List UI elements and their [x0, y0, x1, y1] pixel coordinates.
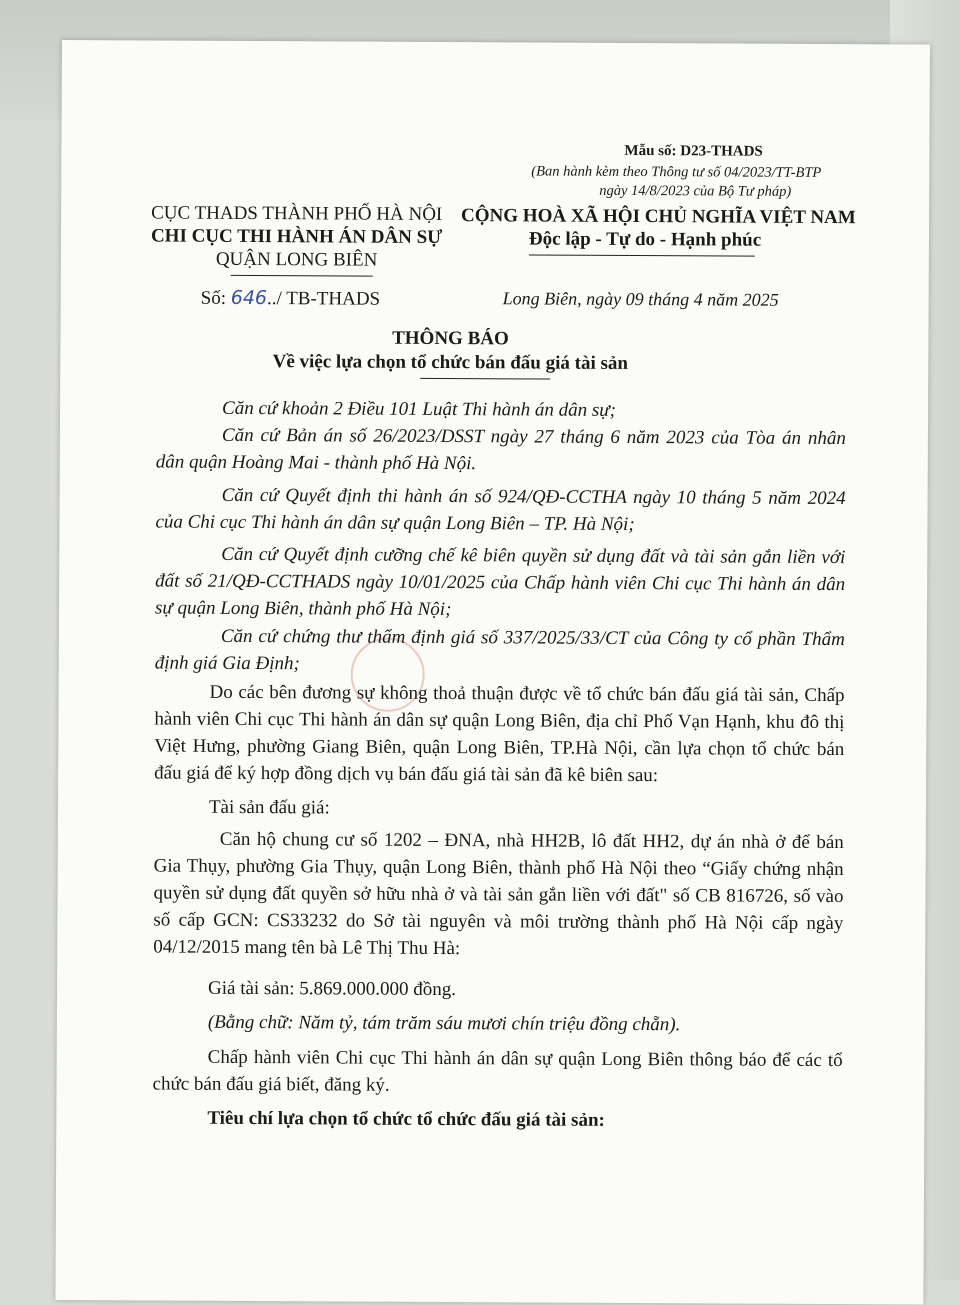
- date-line: Long Biên, ngày 09 tháng 4 năm 2025: [502, 288, 779, 310]
- paragraph-price-in-words: (Bằng chữ: Năm tỷ, tám trăm sáu mươi chín triệu đồng chẵn).: [207, 1011, 681, 1036]
- document-subtitle: Về việc lựa chọn tổ chức bán đấu giá tài sản: [272, 351, 629, 374]
- number-prefix: Số:: [200, 287, 231, 309]
- paragraph-asset-heading: Tài sản đấu giá:: [208, 796, 330, 819]
- agency-line-1: CỤC THADS THÀNH PHỐ HÀ NỘI: [151, 202, 443, 225]
- issued-by-line-2: ngày 14/8/2023 của Bộ Tư pháp): [599, 182, 792, 200]
- paragraph-legal-basis-2: Căn cứ Bản án số 26/2023/DSST ngày 27 tháng 6 năm 2023 của Tòa án nhân dân quận Hoàng Mai - thành phố Hà Nội.: [155, 424, 846, 475]
- nation-title: CỘNG HOÀ XÃ HỘI CHỦ NGHĨA VIỆT NAM: [461, 205, 856, 229]
- paragraph-context: Do các bên đương sự không thoả thuận được về tổ chức bán đấu giá tài sản, Chấp hành viên Chi cục Thi hành án dân sự quận Long Biên, địa chỉ Phố Vạn Hạnh, khu đô thị Việt Hưng, phường Giang Biên, quận Long Biên, TP.Hà Nội, cần lựa chọn tổ chức bán đấu giá để ký hợp đồng dịch vụ bán đấu giá tài sản đã kê biên sau:: [154, 681, 845, 787]
- agency-underline: [231, 275, 373, 277]
- paragraph-criteria-heading: Tiêu chí lựa chọn tổ chức tổ chức đấu giá tài sản:: [207, 1107, 605, 1131]
- issued-by-line-1: (Ban hành kèm theo Thông tư số 04/2023/TT-BTP: [531, 163, 822, 181]
- handwritten-number: 646: [230, 286, 268, 310]
- paragraph-asset-price: Giá tài sản: 5.869.000.000 đồng.: [207, 977, 457, 1001]
- agency-line-2: CHI CỤC THI HÀNH ÁN DÂN SỰ: [150, 225, 443, 248]
- form-code: Mẫu số: D23-THADS: [624, 142, 763, 160]
- nation-motto: Độc lập - Tự do - Hạnh phúc: [528, 228, 762, 251]
- paragraph-asset-description: Căn hộ chung cư số 1202 – ĐNA, nhà HH2B, lô đất HH2, dự án nhà ở để bán Gia Thụy, phường Gia Thụy, quận Long Biên, thành phố Hà Nội theo “Giấy chứng nhận quyền sử dụng đất quyền sở hữu nhà ở và tài sản gắn liền với đất" số CB 816726, số vào số cấp GCN: CS33232 do Sở tài nguyên và môi trường thành phố Hà Nội cấp ngày 04/12/2015 mang tên bà Lê Thị Thu Hà:: [153, 828, 844, 960]
- paragraph-legal-basis-4: Căn cứ Quyết định cưỡng chế kê biên quyền sử dụng đất và tài sản gắn liền với đất số 21/QĐ-CCTHADS ngày 10/01/2025 của Chấp hành viên Chi cục Thi hành án dân sự quận Long Biên, thành phố Hà Nội;: [154, 543, 846, 621]
- paragraph-legal-basis-3: Căn cứ Quyết định thi hành án số 924/QĐ-CCTHA ngày 10 tháng 5 năm 2024 của Chi cục Thi hành án dân sự quận Long Biên – TP. Hà Nội;: [155, 484, 846, 536]
- motto-underline: [529, 254, 755, 256]
- paragraph-legal-basis-5: Căn cứ chứng thư thẩm định giá số 337/2025/33/CT của Công ty cổ phần Thẩm định giá Gia Định;: [154, 625, 845, 675]
- document-title: THÔNG BÁO: [392, 327, 509, 350]
- paragraph-notice: Chấp hành viên Chi cục Thi hành án dân sự quận Long Biên thông báo để các tổ chức bán đấu giá biết, đăng ký.: [152, 1046, 843, 1096]
- number-suffix: ../ TB-THADS: [266, 288, 381, 310]
- document-page: [55, 40, 930, 1305]
- paragraph-legal-basis-1: Căn cứ khoản 2 Điều 101 Luật Thi hành án dân sự;: [222, 397, 616, 421]
- subtitle-underline: [420, 378, 550, 380]
- agency-line-3: QUẬN LONG BIÊN: [215, 248, 378, 271]
- document-number: [201, 287, 381, 311]
